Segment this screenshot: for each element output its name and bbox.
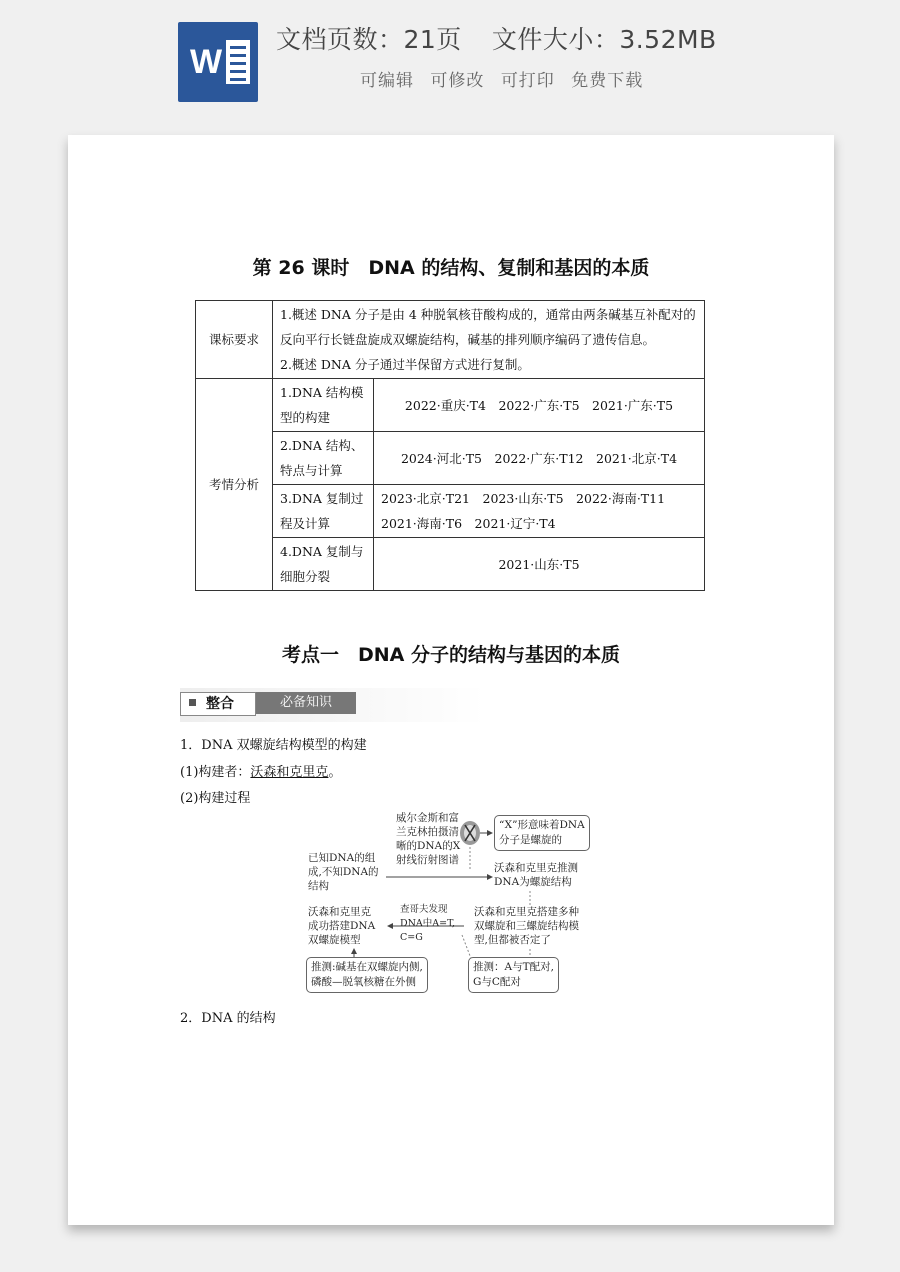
standards-text-2: 2.概述 DNA 分子通过半保留方式进行复制。 [280, 357, 530, 372]
diagram-node-success: 沃森和克里克 成功搭建DNA 双螺旋模型 [308, 906, 376, 946]
section-title: 考点一 DNA 分子的结构与基因的本质 [282, 644, 620, 666]
xray-image-icon [460, 821, 480, 845]
curriculum-table [195, 300, 705, 591]
refs-cell: 2022·重庆·T4 2022·广东·T5 2021·广东·T5 [374, 379, 705, 432]
word-icon [178, 22, 258, 102]
diagram-node-chargaff: 查哥夫发现 DNA中A=T, C=G [400, 904, 456, 943]
diagram-node-pairing: 推测：A与T配对, G与C配对 [468, 957, 559, 993]
table-row [196, 538, 705, 591]
file-info-header [0, 0, 900, 120]
diagram-node-x-shape: “X”形意味着DNA 分子是螺旋的 [494, 815, 590, 851]
answer-builders: 沃森和克里克 [250, 765, 329, 780]
topic-cell: 3.DNA 复制过程及计算 [273, 485, 374, 538]
topic-cell: 4.DNA 复制与细胞分裂 [273, 538, 374, 591]
refs-cell: 2021·山东·T5 [374, 538, 705, 591]
table-row [196, 379, 705, 432]
page-count: 文档页数：21页 [276, 25, 462, 54]
square-bullet-icon [189, 699, 196, 706]
standards-cell [273, 301, 705, 379]
feature-free-download: 免费下载 [571, 71, 644, 91]
table-row [196, 432, 705, 485]
refs-cell: 2024·河北·T5 2022·广东·T12 2021·北京·T4 [374, 432, 705, 485]
paragraph-4: 2．DNA 的结构 [180, 1011, 276, 1026]
tag-sub: 必备知识 [256, 692, 356, 714]
topic-cell: 2.DNA 结构、特点与计算 [273, 432, 374, 485]
dna-model-flow-diagram [304, 811, 604, 1001]
feature-editable: 可编辑 [360, 71, 414, 91]
diagram-node-known: 已知DNA的组 成,不知DNA的 结构 [308, 852, 379, 892]
feature-list [360, 66, 760, 92]
document-page [68, 135, 834, 1225]
section-tag-bar [180, 688, 486, 722]
refs-cell: 2023·北京·T21 2023·山东·T5 2022·海南·T11 2021·海南·T6 2021·辽宁·T4 [374, 485, 705, 538]
diagram-node-xray: 威尔金斯和富 兰克林拍摄清 晰的DNA的X 射线衍射图谱 [396, 812, 461, 866]
paragraph-3: (2)构建过程 [180, 791, 251, 806]
standards-text-1: 1.概述 DNA 分子是由 4 种脱氧核苷酸构成的，通常由两条碱基互补配对的反向平行长链盘旋成双螺旋结构，碱基的排列顺序编码了遗传信息。 [280, 307, 696, 347]
file-stats [276, 20, 876, 60]
file-size: 文件大小：3.52MB [491, 25, 717, 54]
table-row [196, 485, 705, 538]
table-row [196, 301, 705, 379]
lesson-title: 第 26 课时 DNA 的结构、复制和基因的本质 [252, 257, 650, 279]
topic-cell: 1.DNA 结构模型的构建 [273, 379, 374, 432]
diagram-node-failed-models: 沃森和克里克搭建多种 双螺旋和三螺旋结构模 型,但都被否定了 [474, 906, 579, 946]
row-header-standards: 课标要求 [196, 301, 273, 379]
tag-main: 整合 [180, 692, 256, 716]
row-header-analysis: 考情分析 [196, 379, 273, 591]
paragraph-2: (1)构建者：沃森和克里克。 [180, 765, 342, 780]
diagram-node-base-inside: 推测:碱基在双螺旋内侧, 磷酸—脱氧核糖在外侧 [306, 957, 428, 993]
diagram-node-helix-guess: 沃森和克里克推测 DNA为螺旋结构 [494, 862, 578, 888]
feature-printable: 可打印 [500, 71, 555, 91]
paragraph-1: 1．DNA 双螺旋结构模型的构建 [180, 738, 367, 753]
word-icon-letter: W [189, 43, 223, 81]
feature-modifiable: 可修改 [430, 71, 485, 91]
